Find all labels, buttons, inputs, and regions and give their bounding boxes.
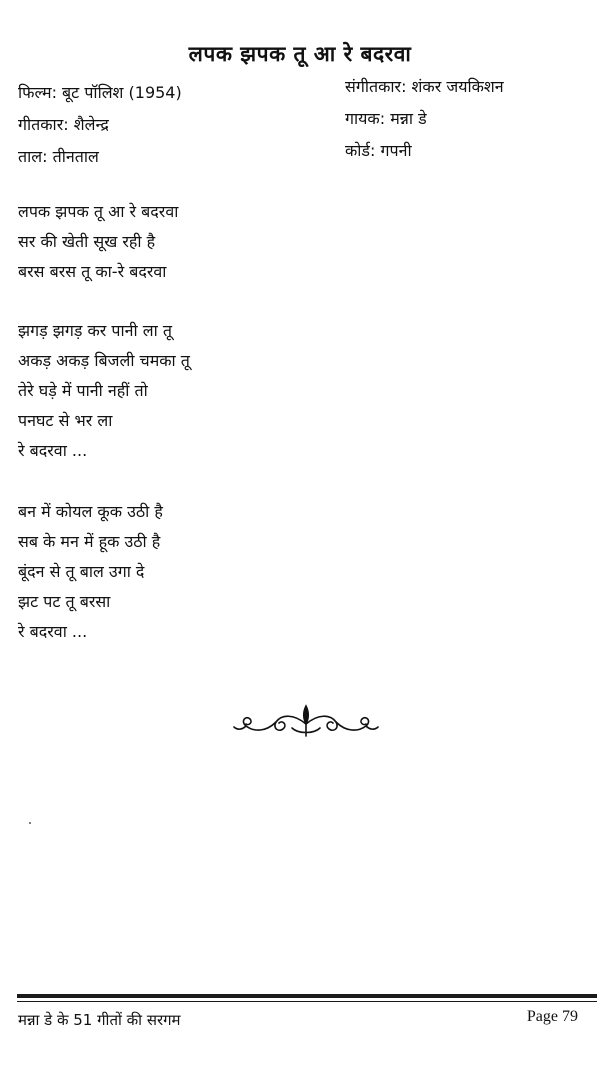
song-title: लपक झपक तू आ रे बदरवा (188, 42, 412, 66)
taal-info: ताल: तीनताल (18, 147, 99, 166)
lyric-line: लपक झपक तू आ रे बदरवा (18, 202, 179, 221)
lyric-line: बूंदन से तू बाल उगा दे (18, 562, 145, 581)
flourish-ornament-icon (232, 702, 380, 742)
footer-divider (17, 994, 597, 998)
stanza-1 (18, 197, 178, 287)
lyric-line: रे बदरवा ... (18, 622, 88, 641)
lyric-line: झगड़ झगड़ कर पानी ला तू (18, 321, 172, 340)
lyric-line: सर की खेती सूख रही है (18, 232, 156, 251)
lyric-line: रे बदरवा ... (18, 441, 88, 460)
stanza-3 (18, 497, 163, 647)
singer-info: गायक: मन्ना डे (345, 109, 427, 128)
lyric-line: पनघट से भर ला (18, 411, 113, 430)
lyric-line: तेरे घड़े में पानी नहीं तो (18, 381, 148, 400)
lyric-line: सब के मन में हूक उठी है (18, 532, 161, 551)
film-info: फिल्म: बूट पॉलिश (1954) (18, 83, 182, 102)
page-number: Page 79 (526, 1008, 578, 1025)
page-speck (29, 822, 31, 824)
composer-info: संगीतकार: शंकर जयकिशन (345, 77, 504, 96)
lyric-line: अकड़ अकड़ बिजली चमका तू (18, 351, 190, 370)
lyric-line: बन में कोयल कूक उठी है (18, 502, 163, 521)
lyric-line: बरस बरस तू का-रे बदरवा (18, 262, 167, 281)
footer-divider-thin (17, 1001, 597, 1002)
footer-book-title: मन्ना डे के 51 गीतों की सरगम (18, 1011, 181, 1029)
chords-info: कोर्ड: गपनी (345, 141, 412, 160)
stanza-2 (18, 316, 190, 466)
lyricist-info: गीतकार: शैलेन्द्र (18, 115, 109, 134)
lyric-line: झट पट तू बरसा (18, 592, 111, 611)
